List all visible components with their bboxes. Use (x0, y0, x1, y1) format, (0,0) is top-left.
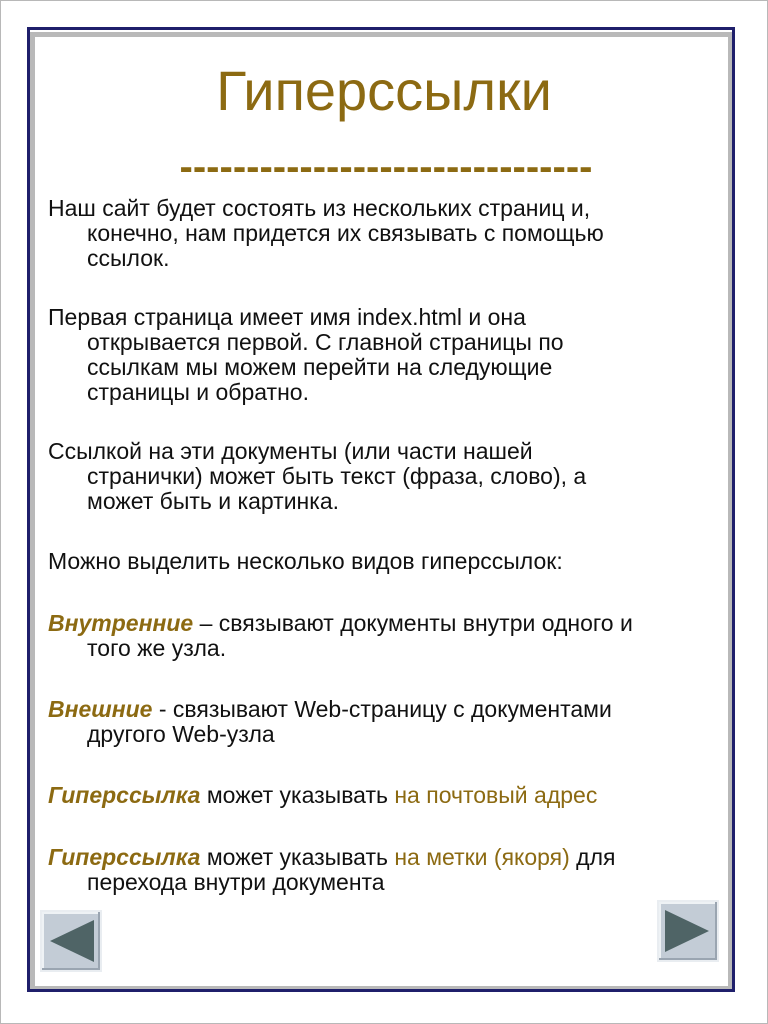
paragraph-line: ссылок. (87, 245, 170, 271)
paragraph-mail-link (48, 783, 708, 808)
paragraph-line: Можно выделить несколько видов гиперссылок: (48, 548, 563, 574)
slide-title: Гиперссылки (216, 59, 552, 122)
next-slide-button[interactable] (657, 900, 719, 962)
paragraph-index-page (48, 305, 708, 405)
accent-anchors: на метки (якоря) (394, 844, 570, 870)
paragraph-line: другого Web-узла (87, 721, 275, 747)
title-divider: ------------------------------- (179, 145, 593, 189)
paragraph-hyperlink-kinds (48, 549, 708, 574)
term-hyperlink: Гиперссылка (48, 844, 201, 870)
paragraph-internal-links (48, 611, 708, 661)
paragraph-line: Первая страница имеет имя index.html и она (48, 304, 526, 330)
term-external: Внешние (48, 696, 153, 722)
term-hyperlink: Гиперссылка (48, 782, 201, 808)
paragraph-line: Ссылкой на эти документы (или части нашей (48, 438, 533, 464)
triangle-left-icon (42, 912, 100, 970)
paragraph-line: перехода внутри документа (87, 869, 385, 895)
paragraph-text: – связывают документы внутри одного и (193, 610, 633, 636)
paragraph-link-types (48, 439, 708, 514)
paragraph-line: может быть и картинка. (87, 488, 340, 514)
paragraph-line: того же узла. (87, 635, 227, 661)
paragraph-text: - связывают Web-страницу с документами (152, 696, 612, 722)
paragraph-text: может указывать (200, 844, 395, 870)
accent-mail-address: на почтовый адрес (394, 782, 598, 808)
paragraph-anchor-link (48, 845, 708, 895)
term-internal: Внутренние (48, 610, 194, 636)
paragraph-text: может указывать (200, 782, 395, 808)
paragraph-line: страницы и обратно. (87, 379, 309, 405)
paragraph-line: ссылкам мы можем перейти на следующие (87, 354, 553, 380)
paragraph-text: для (569, 844, 616, 870)
previous-slide-button[interactable] (40, 910, 102, 972)
paragraph-site-pages (48, 196, 708, 271)
triangle-right-icon (659, 902, 717, 960)
paragraph-line: Наш сайт будет состоять из нескольких страниц и, (48, 195, 591, 221)
paragraph-external-links (48, 697, 708, 747)
paragraph-line: открывается первой. С главной страницы по (87, 329, 564, 355)
paragraph-line: конечно, нам придется их связывать с помощью (87, 220, 604, 246)
paragraph-line: странички) может быть текст (фраза, слово), а (87, 463, 587, 489)
